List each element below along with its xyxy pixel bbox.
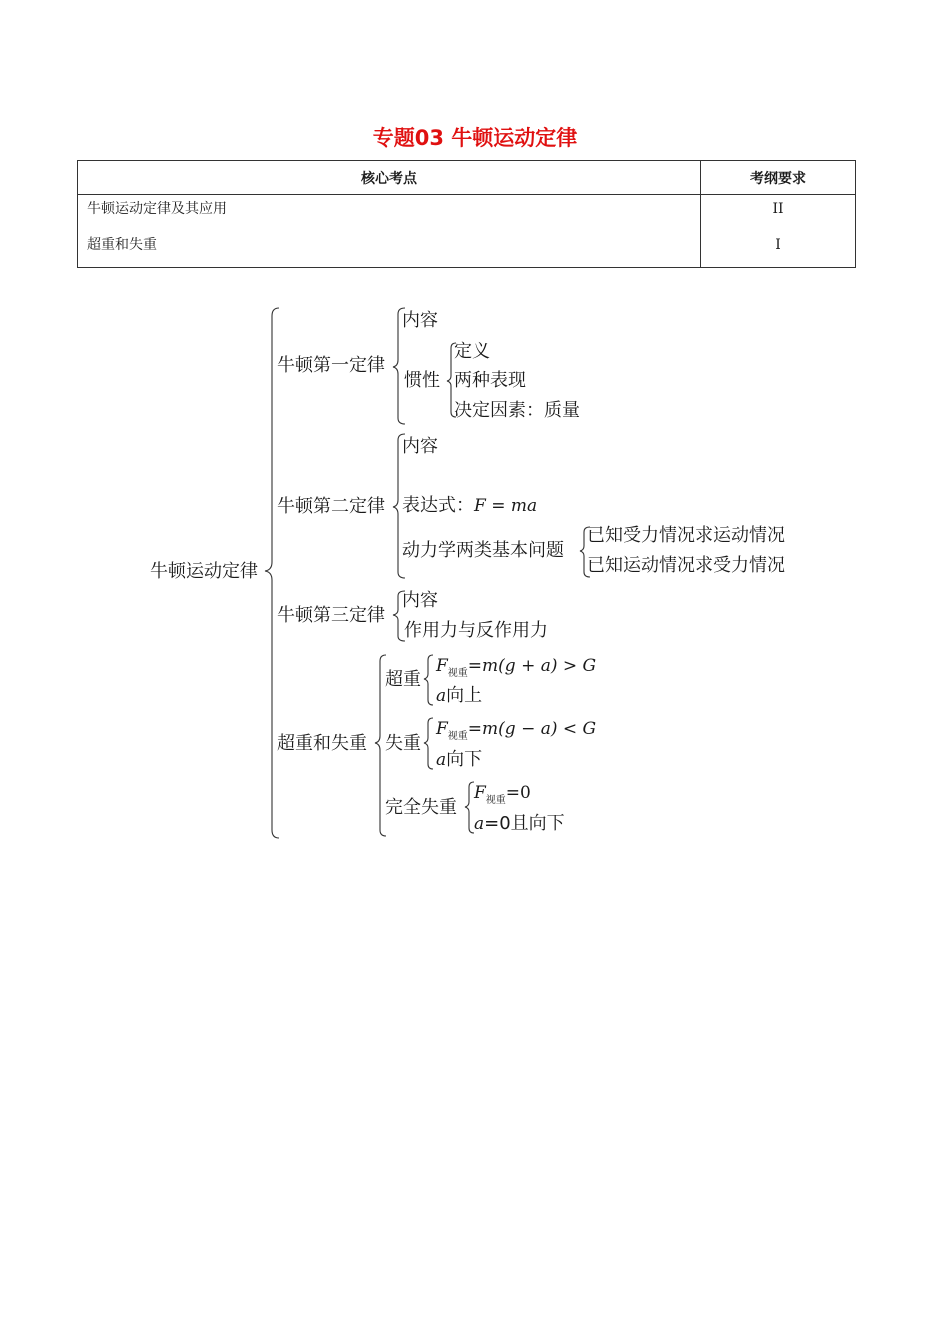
- apparent-weight-subscript: 视重: [447, 731, 468, 742]
- problems-item: 已知受力情况求运动情况: [587, 525, 785, 546]
- inertia-item: 两种表现: [454, 370, 526, 391]
- expression-formula: F = ma: [474, 496, 538, 516]
- level-text: I: [775, 237, 781, 253]
- topic-text: 超重和失重: [87, 237, 157, 253]
- law2-expression: [402, 495, 537, 517]
- law1-content: 内容: [402, 310, 438, 331]
- page-title: 专题03 牛顿运动定律: [372, 126, 578, 150]
- law3-item: 作用力与反作用力: [404, 620, 548, 641]
- problems-label: 动力学两类基本问题: [402, 540, 564, 561]
- overweight-acceleration: a向上: [436, 685, 483, 706]
- underweight-formula: $F_{视重}=m(g - a) < G$: [436, 719, 597, 742]
- under-brace: [424, 718, 433, 769]
- overweight-formula: $F_{视重}=m(g + a) > G$: [436, 656, 597, 679]
- weight-label: 超重和失重: [277, 733, 367, 754]
- header-requirement: 考纲要求: [701, 161, 856, 195]
- overweight-label: 超重: [385, 669, 421, 690]
- header-core-topic: 核心考点: [78, 161, 701, 195]
- level-text: II: [772, 201, 784, 217]
- underweight-label: 失重: [385, 733, 421, 754]
- topic-text: 牛顿运动定律及其应用: [87, 201, 227, 217]
- complete-weightless-acceleration: a=0且向下: [474, 813, 565, 834]
- over-brace: [424, 655, 433, 705]
- law3-label: 牛顿第三定律: [277, 605, 385, 626]
- apparent-weight-subscript: 视重: [485, 795, 506, 806]
- root-brace: [265, 308, 279, 838]
- inertia-item: 决定因素：质量: [454, 400, 580, 421]
- expression-label: 表达式：: [402, 495, 474, 516]
- complete-brace: [465, 782, 474, 833]
- law3-item: 内容: [402, 590, 438, 611]
- root-node: 牛顿运动定律: [150, 561, 258, 582]
- complete-weightless-formula: $F_{视重}=0$: [474, 783, 531, 806]
- problems-item: 已知运动情况求受力情况: [587, 555, 785, 576]
- law2-content: 内容: [402, 436, 438, 457]
- law2-label: 牛顿第二定律: [277, 496, 385, 517]
- inertia-label: 惯性: [404, 370, 440, 391]
- law1-label: 牛顿第一定律: [277, 355, 385, 376]
- inertia-item: 定义: [454, 341, 490, 362]
- apparent-weight-subscript: 视重: [447, 668, 468, 679]
- complete-weightless-label: 完全失重: [385, 797, 457, 818]
- underweight-acceleration: a向下: [436, 749, 483, 770]
